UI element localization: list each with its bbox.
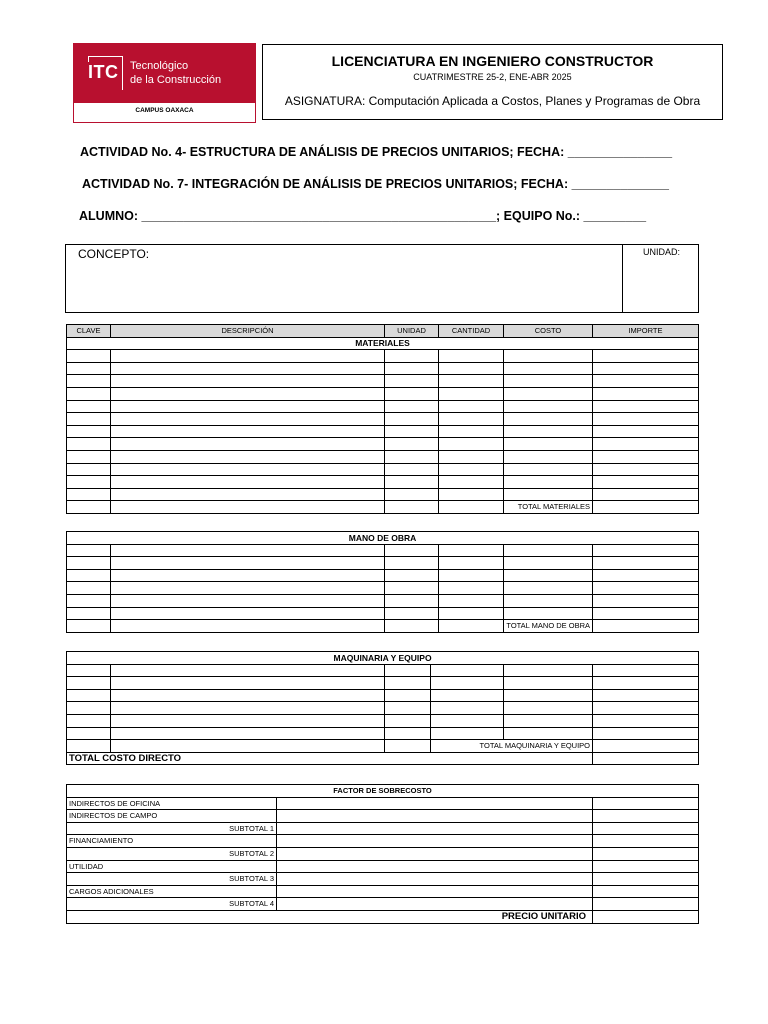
unit-price-label: PRECIO UNITARIO <box>67 910 593 923</box>
overhead-percent-cell[interactable] <box>277 847 593 860</box>
table-cell[interactable] <box>504 714 593 727</box>
table-cell[interactable] <box>385 476 439 489</box>
table-cell[interactable] <box>111 375 385 388</box>
table-cell[interactable] <box>111 438 385 451</box>
col-cantidad: CANTIDAD <box>439 325 504 338</box>
table-row <box>67 677 699 690</box>
overhead-percent-cell[interactable] <box>277 835 593 848</box>
table-cell[interactable] <box>504 476 593 489</box>
table-cell[interactable] <box>593 413 699 426</box>
table-cell[interactable] <box>111 387 385 400</box>
table-row <box>67 387 699 400</box>
table-cell[interactable] <box>593 594 699 607</box>
table-cell[interactable] <box>67 727 111 740</box>
table-cell[interactable] <box>504 425 593 438</box>
table-cell[interactable] <box>111 425 385 438</box>
table-cell[interactable] <box>504 664 593 677</box>
table-cell[interactable] <box>593 400 699 413</box>
table-cell[interactable] <box>431 727 504 740</box>
table-cell[interactable] <box>439 425 504 438</box>
table-cell[interactable] <box>67 582 111 595</box>
student-line: ALUMNO: ___________________________________________________; EQUIPO No.: _________ <box>79 209 647 223</box>
overhead-amount-cell[interactable] <box>593 860 699 873</box>
table-cell[interactable] <box>439 413 504 426</box>
table-row <box>67 450 699 463</box>
overhead-label: INDIRECTOS DE CAMPO <box>67 810 277 823</box>
table-cell[interactable] <box>504 557 593 570</box>
logo-divider <box>122 56 123 90</box>
table-cell[interactable] <box>593 544 699 557</box>
overhead-percent-cell[interactable] <box>277 797 593 810</box>
table-cell[interactable] <box>67 607 111 620</box>
table-cell[interactable] <box>504 450 593 463</box>
section-row <box>67 532 699 545</box>
total-row <box>67 501 699 514</box>
table-cell[interactable] <box>385 714 431 727</box>
overhead-amount-cell[interactable] <box>593 873 699 886</box>
table-cell[interactable] <box>385 400 439 413</box>
table-cell[interactable] <box>593 387 699 400</box>
table-cell[interactable] <box>111 463 385 476</box>
header-box <box>262 44 723 120</box>
overhead-amount-cell[interactable] <box>593 797 699 810</box>
section-row <box>67 652 699 665</box>
column-header-row <box>67 325 699 338</box>
col-unidad: UNIDAD <box>385 325 439 338</box>
table-cell[interactable] <box>593 689 699 702</box>
table-cell[interactable] <box>67 664 111 677</box>
table-cell[interactable] <box>111 677 385 690</box>
table-cell[interactable] <box>439 544 504 557</box>
overhead-label: INDIRECTOS DE OFICINA <box>67 797 277 810</box>
overhead-amount-cell[interactable] <box>593 898 699 911</box>
table-cell[interactable] <box>504 488 593 501</box>
overhead-label: FINANCIAMIENTO <box>67 835 277 848</box>
overhead-row <box>67 797 699 810</box>
table-cell[interactable] <box>111 544 385 557</box>
table-row <box>67 569 699 582</box>
total-machinery-label: TOTAL MAQUINARIA Y EQUIPO <box>431 740 593 753</box>
unit-price-cell[interactable] <box>593 910 699 923</box>
table-row <box>67 463 699 476</box>
table-cell[interactable] <box>67 677 111 690</box>
overhead-label: SUBTOTAL 3 <box>67 873 277 886</box>
table-cell[interactable] <box>385 488 439 501</box>
table-cell[interactable] <box>111 400 385 413</box>
concept-box[interactable] <box>65 244 699 313</box>
col-importe: IMPORTE <box>593 325 699 338</box>
table-cell[interactable] <box>439 476 504 489</box>
overhead-row <box>67 860 699 873</box>
table-cell[interactable] <box>504 569 593 582</box>
table-cell[interactable] <box>67 689 111 702</box>
table-cell[interactable] <box>593 727 699 740</box>
direct-cost-cell[interactable] <box>593 752 699 765</box>
table-cell[interactable] <box>504 607 593 620</box>
table-cell[interactable] <box>504 400 593 413</box>
table-cell[interactable] <box>385 544 439 557</box>
table-cell[interactable] <box>111 413 385 426</box>
institution-logo <box>73 43 256 123</box>
table-cell[interactable] <box>385 425 439 438</box>
col-descripcion: DESCRIPCIÓN <box>111 325 385 338</box>
total-machinery-cell[interactable] <box>593 740 699 753</box>
table-cell[interactable] <box>385 727 431 740</box>
table-cell[interactable] <box>67 450 111 463</box>
table-cell[interactable] <box>385 664 431 677</box>
materials-title: MATERIALES <box>67 337 699 350</box>
table-cell[interactable] <box>504 413 593 426</box>
table-cell[interactable] <box>504 463 593 476</box>
overhead-row <box>67 835 699 848</box>
machinery-table <box>66 651 699 765</box>
table-cell[interactable] <box>593 582 699 595</box>
table-cell[interactable] <box>504 582 593 595</box>
table-cell[interactable] <box>431 664 504 677</box>
table-cell[interactable] <box>439 582 504 595</box>
table-cell[interactable] <box>67 350 111 363</box>
overhead-label: UTILIDAD <box>67 860 277 873</box>
table-cell[interactable] <box>504 689 593 702</box>
table-cell[interactable] <box>111 582 385 595</box>
table-cell[interactable] <box>67 544 111 557</box>
machinery-rows <box>67 664 699 740</box>
labor-table <box>66 531 699 633</box>
table-cell[interactable] <box>385 450 439 463</box>
total-materials-cell[interactable] <box>593 501 699 514</box>
table-cell[interactable] <box>67 557 111 570</box>
table-row <box>67 400 699 413</box>
table-cell[interactable] <box>385 350 439 363</box>
table-cell[interactable] <box>111 476 385 489</box>
table-cell[interactable] <box>111 702 385 715</box>
table-cell[interactable] <box>67 362 111 375</box>
overhead-amount-cell[interactable] <box>593 885 699 898</box>
table-row <box>67 438 699 451</box>
overhead-percent-cell[interactable] <box>277 810 593 823</box>
total-labor-label: TOTAL MANO DE OBRA <box>504 620 593 633</box>
table-cell[interactable] <box>593 557 699 570</box>
activity-4-line: ACTIVIDAD No. 4- ESTRUCTURA DE ANÁLISIS DE PRECIOS UNITARIOS; FECHA: _______________ <box>80 145 673 159</box>
table-cell[interactable] <box>67 375 111 388</box>
overhead-row <box>67 810 699 823</box>
overhead-row <box>67 847 699 860</box>
table-cell[interactable] <box>385 375 439 388</box>
table-cell[interactable] <box>439 463 504 476</box>
table-cell[interactable] <box>111 488 385 501</box>
table-cell[interactable] <box>67 569 111 582</box>
table-row <box>67 582 699 595</box>
table-cell[interactable] <box>385 677 431 690</box>
overhead-percent-cell[interactable] <box>277 873 593 886</box>
table-cell[interactable] <box>67 594 111 607</box>
table-cell[interactable] <box>67 702 111 715</box>
table-cell[interactable] <box>439 400 504 413</box>
table-cell[interactable] <box>67 400 111 413</box>
table-cell[interactable] <box>431 702 504 715</box>
table-cell[interactable] <box>504 350 593 363</box>
overhead-label: SUBTOTAL 2 <box>67 847 277 860</box>
unit-price-row <box>67 910 699 923</box>
logo-abbr: ITC <box>88 62 119 82</box>
table-cell[interactable] <box>431 689 504 702</box>
table-cell[interactable] <box>593 664 699 677</box>
col-clave: CLAVE <box>67 325 111 338</box>
overhead-percent-cell[interactable] <box>277 898 593 911</box>
labor-rows <box>67 544 699 620</box>
table-cell[interactable] <box>67 413 111 426</box>
materials-table <box>66 324 699 514</box>
activity-7-line: ACTIVIDAD No. 7- INTEGRACIÓN DE ANÁLISIS DE PRECIOS UNITARIOS; FECHA: ______________ <box>82 177 669 191</box>
direct-cost-label: TOTAL COSTO DIRECTO <box>67 752 593 765</box>
unit-label: UNIDAD: <box>643 247 681 257</box>
table-cell[interactable] <box>111 594 385 607</box>
table-cell[interactable] <box>111 664 385 677</box>
overhead-percent-cell[interactable] <box>277 885 593 898</box>
table-cell[interactable] <box>111 362 385 375</box>
total-row <box>67 740 699 753</box>
table-cell[interactable] <box>593 714 699 727</box>
table-cell[interactable] <box>111 727 385 740</box>
table-cell[interactable] <box>385 557 439 570</box>
table-cell[interactable] <box>431 677 504 690</box>
table-cell[interactable] <box>111 557 385 570</box>
table-cell[interactable] <box>504 375 593 388</box>
table-cell[interactable] <box>504 387 593 400</box>
overhead-label: SUBTOTAL 4 <box>67 898 277 911</box>
table-cell[interactable] <box>593 362 699 375</box>
period-label: CUATRIMESTRE 25-2, ENE-ABR 2025 <box>413 72 572 82</box>
materials-rows <box>67 350 699 501</box>
table-cell[interactable] <box>593 488 699 501</box>
table-row <box>67 476 699 489</box>
table-cell[interactable] <box>504 362 593 375</box>
table-cell[interactable] <box>593 607 699 620</box>
table-cell[interactable] <box>593 463 699 476</box>
table-row <box>67 594 699 607</box>
table-cell[interactable] <box>504 544 593 557</box>
table-cell[interactable] <box>504 438 593 451</box>
table-row <box>67 664 699 677</box>
table-cell[interactable] <box>67 463 111 476</box>
table-row <box>67 350 699 363</box>
table-cell[interactable] <box>111 450 385 463</box>
table-row <box>67 488 699 501</box>
table-cell[interactable] <box>439 557 504 570</box>
table-cell[interactable] <box>385 582 439 595</box>
table-cell[interactable] <box>385 362 439 375</box>
overhead-label: SUBTOTAL 1 <box>67 822 277 835</box>
table-cell[interactable] <box>431 714 504 727</box>
table-cell[interactable] <box>111 569 385 582</box>
table-cell[interactable] <box>593 476 699 489</box>
section-row <box>67 337 699 350</box>
table-cell[interactable] <box>439 387 504 400</box>
table-cell[interactable] <box>111 607 385 620</box>
section-row <box>67 785 699 798</box>
table-cell[interactable] <box>504 727 593 740</box>
table-cell[interactable] <box>504 702 593 715</box>
overhead-row <box>67 873 699 886</box>
table-cell[interactable] <box>385 594 439 607</box>
table-row <box>67 727 699 740</box>
table-cell[interactable] <box>593 450 699 463</box>
table-cell[interactable] <box>67 387 111 400</box>
table-cell[interactable] <box>439 607 504 620</box>
overhead-amount-cell[interactable] <box>593 822 699 835</box>
table-cell[interactable] <box>439 362 504 375</box>
table-row <box>67 702 699 715</box>
program-title: LICENCIATURA EN INGENIERO CONSTRUCTOR <box>331 53 654 69</box>
table-row <box>67 362 699 375</box>
overhead-amount-cell[interactable] <box>593 810 699 823</box>
table-cell[interactable] <box>593 702 699 715</box>
table-row <box>67 425 699 438</box>
labor-title: MANO DE OBRA <box>67 532 699 545</box>
overhead-row <box>67 898 699 911</box>
campus-label: CAMPUS OAXACA <box>135 107 194 114</box>
table-cell[interactable] <box>67 714 111 727</box>
table-cell[interactable] <box>439 594 504 607</box>
table-cell[interactable] <box>439 438 504 451</box>
subject-label: ASIGNATURA: Computación Aplicada a Costos, Planes y Programas de Obra <box>284 94 701 108</box>
table-cell[interactable] <box>593 438 699 451</box>
table-cell[interactable] <box>593 350 699 363</box>
total-labor-cell[interactable] <box>593 620 699 633</box>
table-cell[interactable] <box>111 689 385 702</box>
table-cell[interactable] <box>111 714 385 727</box>
table-cell[interactable] <box>593 569 699 582</box>
overhead-row <box>67 885 699 898</box>
table-cell[interactable] <box>111 350 385 363</box>
overhead-title: FACTOR DE SOBRECOSTO <box>67 785 699 798</box>
table-row <box>67 544 699 557</box>
direct-cost-row <box>67 752 699 765</box>
table-cell[interactable] <box>67 438 111 451</box>
table-cell[interactable] <box>385 387 439 400</box>
table-cell[interactable] <box>439 488 504 501</box>
overhead-row <box>67 822 699 835</box>
total-row <box>67 620 699 633</box>
table-cell[interactable] <box>67 476 111 489</box>
table-cell[interactable] <box>593 425 699 438</box>
table-cell[interactable] <box>439 375 504 388</box>
total-materials-label: TOTAL MATERIALES <box>504 501 593 514</box>
concept-label: CONCEPTO: <box>78 247 150 261</box>
overhead-percent-cell[interactable] <box>277 860 593 873</box>
table-cell[interactable] <box>385 413 439 426</box>
table-cell[interactable] <box>385 702 431 715</box>
table-cell[interactable] <box>385 569 439 582</box>
table-cell[interactable] <box>385 607 439 620</box>
table-cell[interactable] <box>385 438 439 451</box>
table-row <box>67 375 699 388</box>
table-row <box>67 607 699 620</box>
overhead-label: CARGOS ADICIONALES <box>67 885 277 898</box>
table-cell[interactable] <box>439 450 504 463</box>
machinery-title: MAQUINARIA Y EQUIPO <box>67 652 699 665</box>
table-cell[interactable] <box>593 677 699 690</box>
logo-line2: de la Construcción <box>130 74 222 86</box>
table-cell[interactable] <box>439 350 504 363</box>
overhead-amount-cell[interactable] <box>593 847 699 860</box>
table-cell[interactable] <box>385 689 431 702</box>
table-cell[interactable] <box>385 463 439 476</box>
table-cell[interactable] <box>67 488 111 501</box>
table-cell[interactable] <box>439 569 504 582</box>
table-row <box>67 689 699 702</box>
overhead-percent-cell[interactable] <box>277 822 593 835</box>
overhead-table <box>66 784 699 924</box>
table-row <box>67 413 699 426</box>
logo-line1: Tecnológico <box>130 60 189 72</box>
table-row <box>67 714 699 727</box>
concept-divider <box>622 245 623 312</box>
overhead-amount-cell[interactable] <box>593 835 699 848</box>
table-row <box>67 557 699 570</box>
table-cell[interactable] <box>67 425 111 438</box>
table-cell[interactable] <box>504 677 593 690</box>
table-cell[interactable] <box>593 375 699 388</box>
overhead-rows <box>67 797 699 910</box>
col-costo: COSTO <box>504 325 593 338</box>
table-cell[interactable] <box>504 594 593 607</box>
